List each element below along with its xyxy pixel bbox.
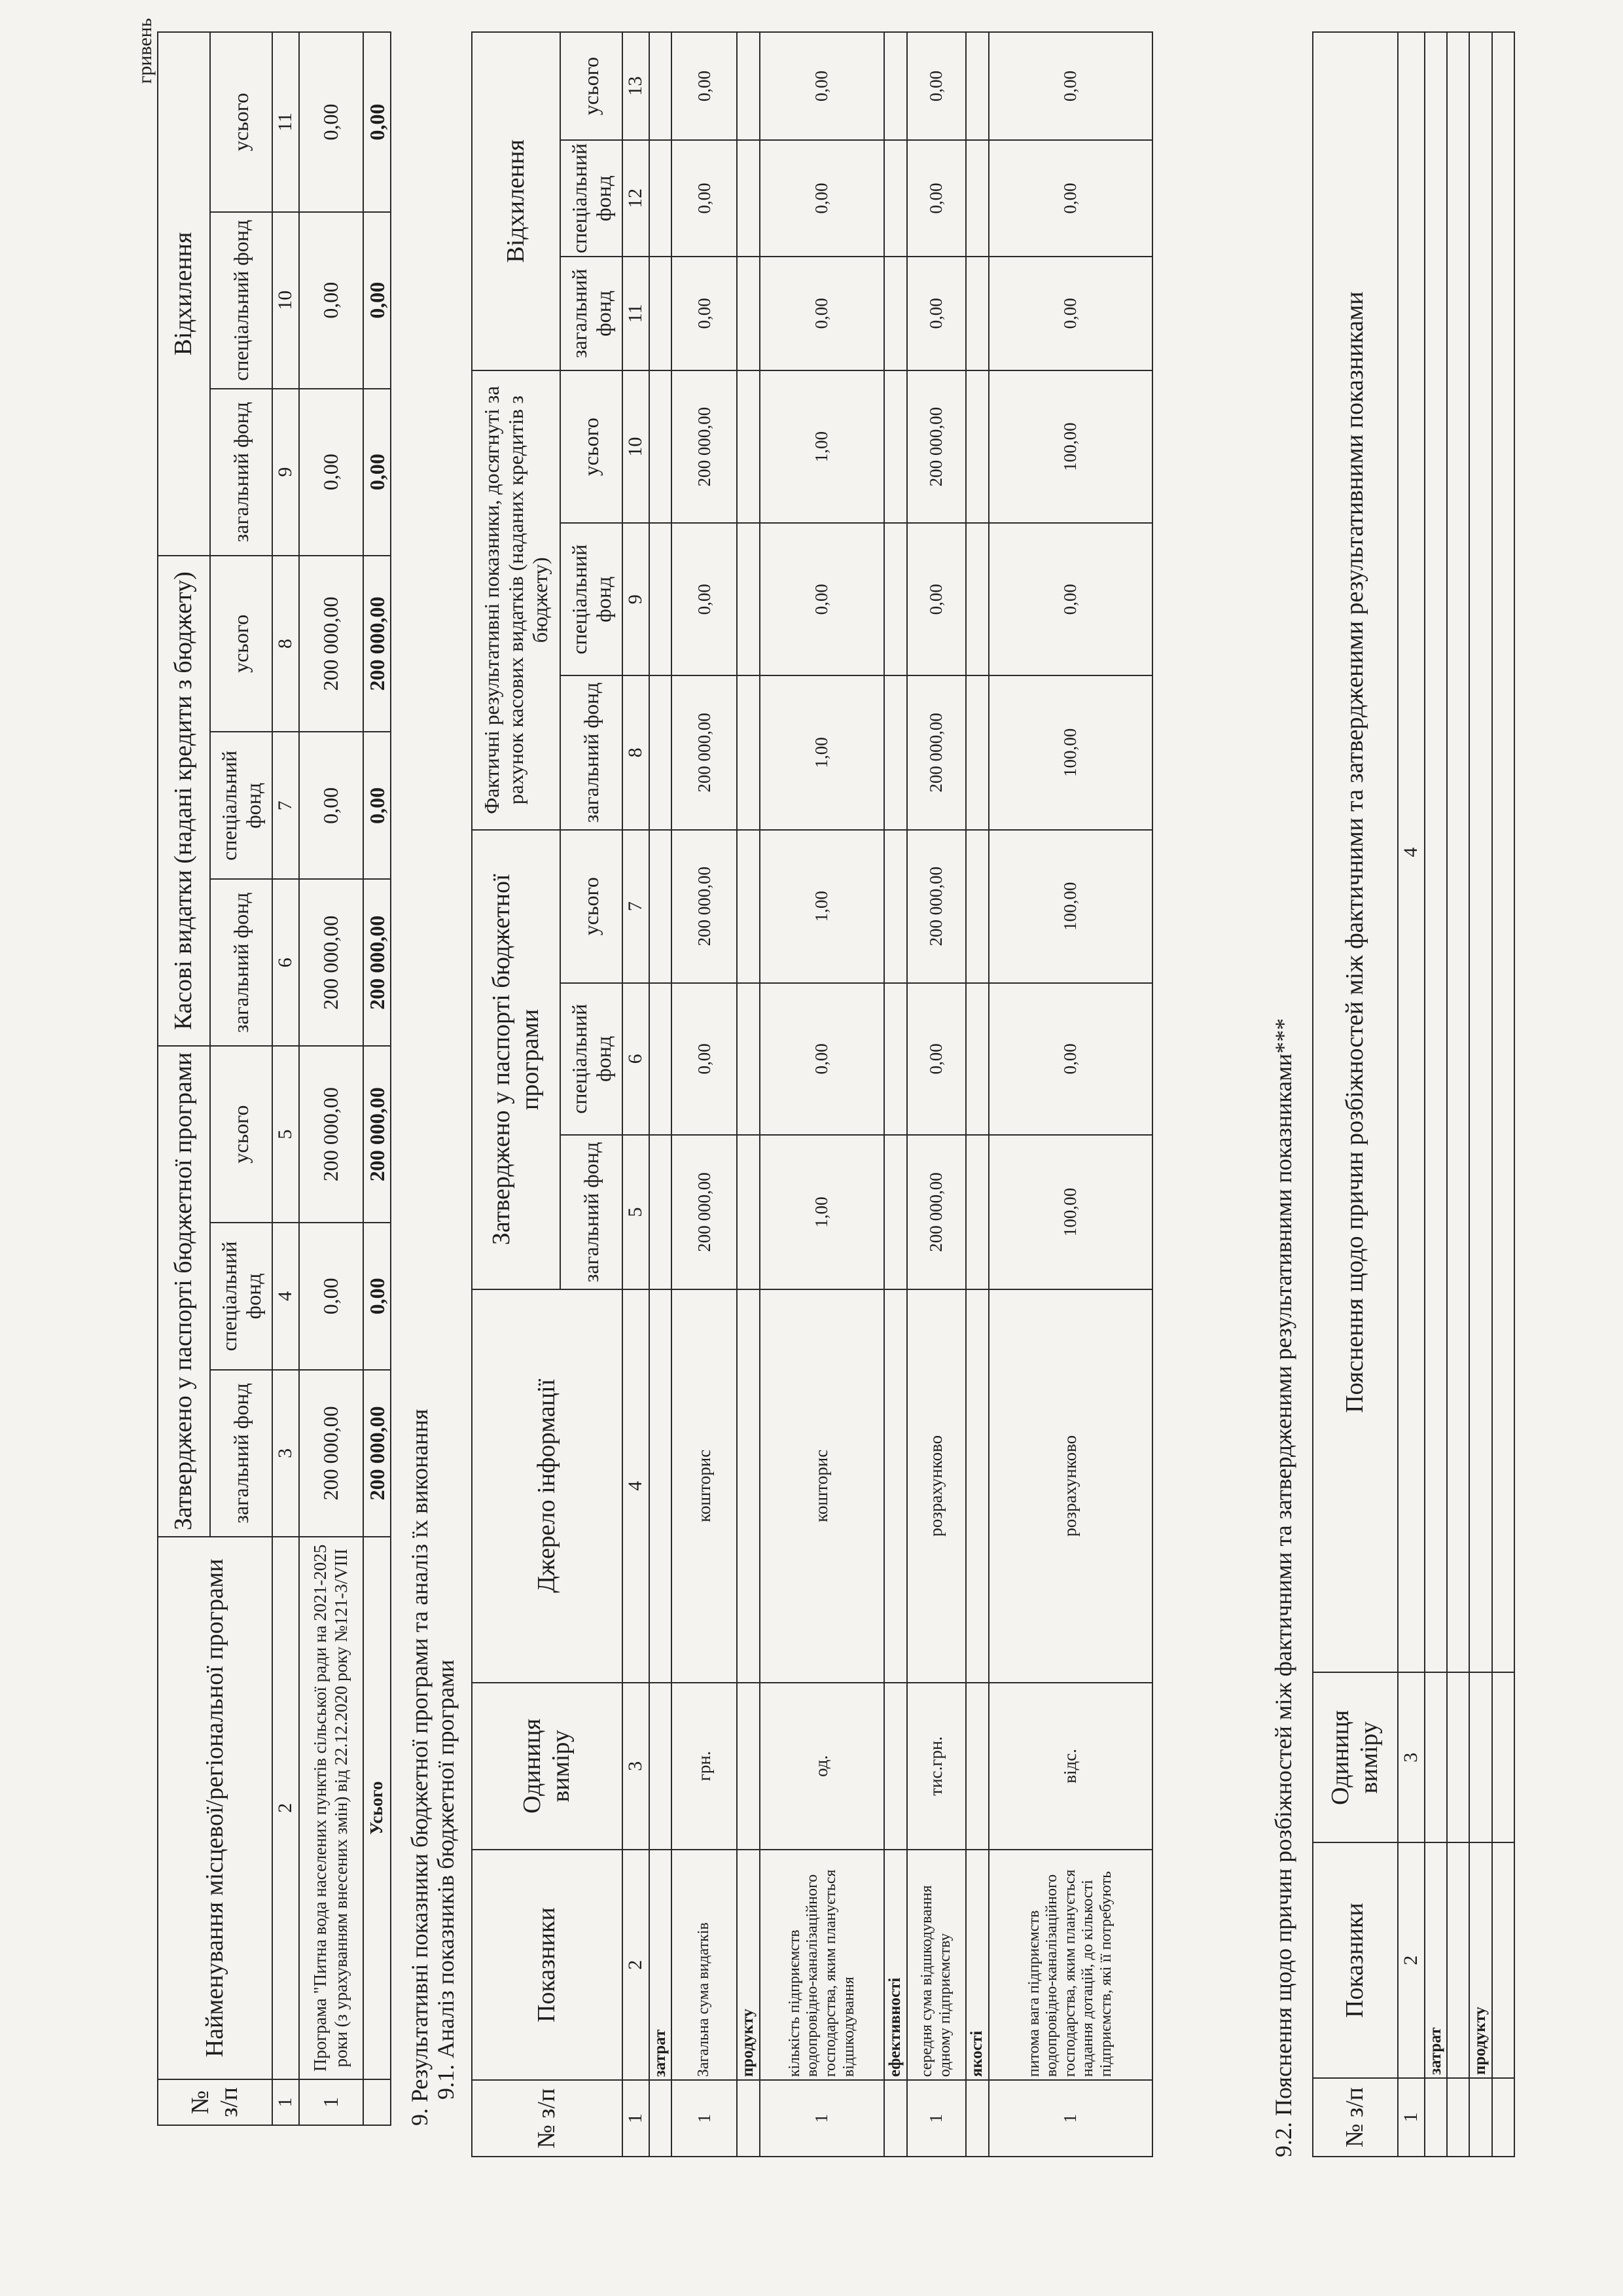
row-num: 1 [671, 2080, 737, 2157]
empty-cell [737, 675, 760, 830]
empty-cell [649, 983, 672, 1135]
empty-cell [1469, 1672, 1492, 1842]
empty-cell [737, 140, 760, 257]
empty-cell [737, 983, 760, 1135]
col-number: 2 [272, 1537, 299, 2079]
indicator-name: кількість підприємств водопровідно-каналізаційного господарства, яким планується відшкодування [760, 1850, 884, 2080]
value-cell: 200 000,00 [299, 879, 363, 1046]
empty-cell [1447, 2078, 1469, 2157]
value-cell: 0,00 [671, 524, 737, 675]
empty-cell [649, 32, 672, 140]
col-number: 1 [1398, 2078, 1425, 2157]
empty-cell [649, 140, 672, 257]
value-cell: 0,00 [989, 983, 1152, 1135]
col-number: 2 [1398, 1842, 1425, 2078]
value-cell: 0,00 [760, 32, 884, 140]
currency-note: гривень [134, 18, 156, 84]
value-cell: 0,00 [989, 140, 1152, 257]
empty-cell [884, 830, 907, 983]
empty-cell [884, 524, 907, 675]
section-title-quality: якості [966, 1850, 989, 2080]
total-value: 0,00 [363, 32, 391, 212]
total-value: 200 000,00 [363, 556, 391, 732]
value-cell: 200 000,00 [299, 1370, 363, 1537]
value-cell: 0,00 [907, 257, 966, 370]
empty-cell [966, 675, 989, 830]
total-value: 0,00 [363, 212, 391, 389]
header-special-fund: спеціальний фонд [560, 140, 622, 257]
indicator-name: середня сума відшкодування одному підприємству [907, 1850, 966, 2080]
value-cell: 200 000,00 [671, 1135, 737, 1289]
value-cell: 200 000,00 [671, 370, 737, 524]
value-cell: 200 000,00 [907, 370, 966, 524]
value-cell: 1,00 [760, 1135, 884, 1289]
col-number: 8 [622, 675, 649, 830]
value-cell: 200 000,00 [907, 675, 966, 830]
value-cell: 1,00 [760, 830, 884, 983]
header-unit: Одиниця виміру [1313, 1672, 1398, 1842]
value-cell: 200 000,00 [671, 830, 737, 983]
value-cell: 1,00 [760, 370, 884, 524]
empty-cell [649, 1683, 672, 1850]
section-title-costs: затрат [1425, 1842, 1448, 2078]
discrepancy-table [1312, 31, 1515, 2157]
total-value: 0,00 [363, 389, 391, 556]
indicators-table [471, 31, 1153, 2157]
col-number: 11 [622, 257, 649, 370]
empty-cell [649, 370, 672, 524]
value-cell: 0,00 [299, 1223, 363, 1370]
col-number: 4 [272, 1223, 299, 1370]
header-general-fund: загальний фонд [560, 1135, 622, 1289]
col-number: 2 [622, 1850, 649, 2080]
programs-table [157, 31, 391, 2126]
indicator-name: Загальна сума видатків [671, 1850, 737, 2080]
empty-cell [737, 32, 760, 140]
header-total: усього [210, 1046, 272, 1223]
col-number: 8 [272, 556, 299, 732]
col-number: 9 [622, 524, 649, 675]
row-num: 1 [760, 2080, 884, 2157]
empty-cell [737, 370, 760, 524]
header-unit: Одиниця виміру [472, 1683, 622, 1850]
empty-cell [649, 257, 672, 370]
empty-cell [966, 1289, 989, 1683]
value-cell: 0,00 [299, 389, 363, 556]
empty-cell [884, 257, 907, 370]
empty-cell [1425, 1672, 1448, 1842]
row-num: 1 [907, 2080, 966, 2157]
total-label: Усього [363, 1537, 391, 2079]
value-cell: 0,00 [760, 257, 884, 370]
section-title-product: продукту [737, 1850, 760, 2080]
header-special-fund: спеціальний фонд [560, 524, 622, 675]
empty-cell [966, 2080, 989, 2157]
row-num: 1 [299, 2079, 363, 2125]
indicator-source: розрахунково [989, 1289, 1152, 1683]
header-cash-expenditures: Касові видатки (надані кредити з бюджету) [158, 556, 210, 1047]
value-cell: 1,00 [760, 675, 884, 830]
total-value: 200 000,00 [363, 1046, 391, 1223]
value-cell: 0,00 [989, 257, 1152, 370]
col-number: 11 [272, 32, 299, 212]
header-special-fund: спеціальний фонд [210, 212, 272, 389]
header-indicators: Показники [472, 1850, 622, 2080]
value-cell: 100,00 [989, 830, 1152, 983]
indicator-name: питома вага підприємств водопровідно-каналізаційного господарства, яким планується надання дотацій, до кількості підприємств, які її потребують [989, 1850, 1152, 2080]
col-number: 4 [1398, 32, 1425, 1672]
value-cell: 200 000,00 [299, 556, 363, 732]
empty-cell [966, 830, 989, 983]
header-general-fund: загальний фонд [210, 1370, 272, 1537]
header-total: усього [560, 370, 622, 524]
col-number: 12 [622, 140, 649, 257]
value-cell: 0,00 [299, 32, 363, 212]
empty-cell [966, 140, 989, 257]
value-cell: 200 000,00 [907, 1135, 966, 1289]
col-number: 7 [272, 732, 299, 879]
header-deviation: Відхилення [158, 32, 210, 556]
empty-cell [737, 257, 760, 370]
empty-cell [1425, 2078, 1448, 2157]
value-cell: 0,00 [671, 257, 737, 370]
header-special-fund: спеціальний фонд [560, 983, 622, 1135]
col-number: 3 [272, 1370, 299, 1537]
col-number: 5 [272, 1046, 299, 1223]
value-cell: 0,00 [671, 140, 737, 257]
section-9-title: 9. Результативні показники бюджетної програми та аналіз їх виконання [406, 1408, 433, 2126]
empty-cell [1425, 32, 1448, 1672]
header-total: усього [560, 32, 622, 140]
value-cell: 0,00 [671, 32, 737, 140]
indicator-unit: грн. [671, 1683, 737, 1850]
header-actual: Фактичні результативні показники, досягнуті за рахунок касових видатків (наданих кредитів з бюджету) [472, 370, 560, 830]
empty-cell [649, 524, 672, 675]
col-number: 6 [622, 983, 649, 1135]
col-number: 10 [272, 212, 299, 389]
header-general-fund: загальний фонд [560, 257, 622, 370]
empty-cell [1492, 2078, 1514, 2157]
total-value: 0,00 [363, 1223, 391, 1370]
empty-cell [649, 1289, 672, 1683]
empty-cell [1469, 32, 1492, 1672]
col-number: 6 [272, 879, 299, 1046]
col-number: 3 [1398, 1672, 1425, 1842]
value-cell: 0,00 [671, 983, 737, 1135]
blank-row [1447, 1842, 1469, 2078]
indicator-unit: відс. [989, 1683, 1152, 1850]
header-general-fund: загальний фонд [210, 879, 272, 1046]
empty-cell [884, 140, 907, 257]
empty-cell [649, 830, 672, 983]
empty-cell [737, 2080, 760, 2157]
header-general-fund: загальний фонд [560, 675, 622, 830]
value-cell: 0,00 [907, 140, 966, 257]
row-num: 1 [989, 2080, 1152, 2157]
empty-cell [363, 2079, 391, 2125]
empty-cell [884, 2080, 907, 2157]
empty-cell [966, 257, 989, 370]
total-value: 200 000,00 [363, 879, 391, 1046]
empty-cell [966, 983, 989, 1135]
header-program-name: Найменування місцевої/регіональної програми [158, 1537, 272, 2079]
col-number: 10 [622, 370, 649, 524]
value-cell: 0,00 [760, 140, 884, 257]
empty-cell [1447, 1672, 1469, 1842]
empty-cell [884, 32, 907, 140]
col-number: 1 [622, 2080, 649, 2157]
indicator-source: кошторис [760, 1289, 884, 1683]
total-value: 200 000,00 [363, 1370, 391, 1537]
empty-cell [884, 1135, 907, 1289]
empty-cell [966, 1135, 989, 1289]
empty-cell [884, 370, 907, 524]
header-explanation: Пояснення щодо причин розбіжностей між фактичними та затвердженими результативними показниками [1313, 32, 1398, 1672]
empty-cell [737, 1289, 760, 1683]
section-title-efficiency: ефективності [884, 1850, 907, 2080]
value-cell: 200 000,00 [671, 675, 737, 830]
empty-cell [884, 1289, 907, 1683]
value-cell: 0,00 [760, 983, 884, 1135]
empty-cell [649, 675, 672, 830]
header-deviation: Відхилення [472, 32, 560, 370]
value-cell: 0,00 [907, 32, 966, 140]
value-cell: 200 000,00 [907, 830, 966, 983]
empty-cell [737, 1683, 760, 1850]
value-cell: 0,00 [299, 212, 363, 389]
empty-cell [737, 524, 760, 675]
value-cell: 0,00 [989, 32, 1152, 140]
empty-cell [884, 1683, 907, 1850]
header-num: № з/п [1313, 2078, 1398, 2157]
empty-cell [649, 1135, 672, 1289]
header-approved: Затверджено у паспорті бюджетної програми [472, 830, 560, 1289]
header-indicators: Показники [1313, 1842, 1398, 2078]
section-9-1-title: 9.1. Аналіз показників бюджетної програми [433, 1659, 459, 2100]
indicator-source: кошторис [671, 1289, 737, 1683]
empty-cell [737, 1135, 760, 1289]
value-cell: 0,00 [760, 524, 884, 675]
value-cell: 100,00 [989, 370, 1152, 524]
section-9-2-title: 9.2. Пояснення щодо причин розбіжностей між фактичними та затвердженими результативними показниками*** [1270, 1018, 1296, 2157]
blank-row [1492, 1842, 1514, 2078]
header-special-fund: спеціальний фонд [210, 732, 272, 879]
header-num: № з/п [158, 2079, 272, 2125]
indicator-unit: тис.грн. [907, 1683, 966, 1850]
empty-cell [966, 32, 989, 140]
header-total: усього [210, 32, 272, 212]
header-source: Джерело інформації [472, 1289, 622, 1683]
empty-cell [1492, 32, 1514, 1672]
section-title-product: продукту [1469, 1842, 1492, 2078]
indicator-unit: од. [760, 1683, 884, 1850]
value-cell: 100,00 [989, 1135, 1152, 1289]
col-number: 5 [622, 1135, 649, 1289]
col-number: 7 [622, 830, 649, 983]
value-cell: 0,00 [907, 983, 966, 1135]
empty-cell [1492, 1672, 1514, 1842]
program-name: Програма "Питна вода населених пунктів сільської ради на 2021-2025 роки (з урахуванням внесених змін) від 22.12.2020 року №121-3/VIII [299, 1537, 363, 2079]
value-cell: 200 000,00 [299, 1046, 363, 1223]
value-cell: 0,00 [989, 524, 1152, 675]
value-cell: 100,00 [989, 675, 1152, 830]
header-approved: Затверджено у паспорті бюджетної програми [158, 1046, 210, 1537]
col-number: 13 [622, 32, 649, 140]
value-cell: 0,00 [907, 524, 966, 675]
header-total: усього [210, 556, 272, 732]
indicator-source: розрахунково [907, 1289, 966, 1683]
section-title-costs: затрат [649, 1850, 672, 2080]
empty-cell [649, 2080, 672, 2157]
empty-cell [966, 524, 989, 675]
total-value: 0,00 [363, 732, 391, 879]
header-num: № з/п [472, 2080, 622, 2157]
header-special-fund: спеціальний фонд [210, 1223, 272, 1370]
col-number: 1 [272, 2079, 299, 2125]
header-total: усього [560, 830, 622, 983]
value-cell: 0,00 [299, 732, 363, 879]
header-general-fund: загальний фонд [210, 389, 272, 556]
empty-cell [884, 675, 907, 830]
empty-cell [1469, 2078, 1492, 2157]
col-number: 4 [622, 1289, 649, 1683]
empty-cell [884, 983, 907, 1135]
col-number: 9 [272, 389, 299, 556]
empty-cell [737, 830, 760, 983]
empty-cell [966, 370, 989, 524]
empty-cell [1447, 32, 1469, 1672]
empty-cell [966, 1683, 989, 1850]
col-number: 3 [622, 1683, 649, 1850]
